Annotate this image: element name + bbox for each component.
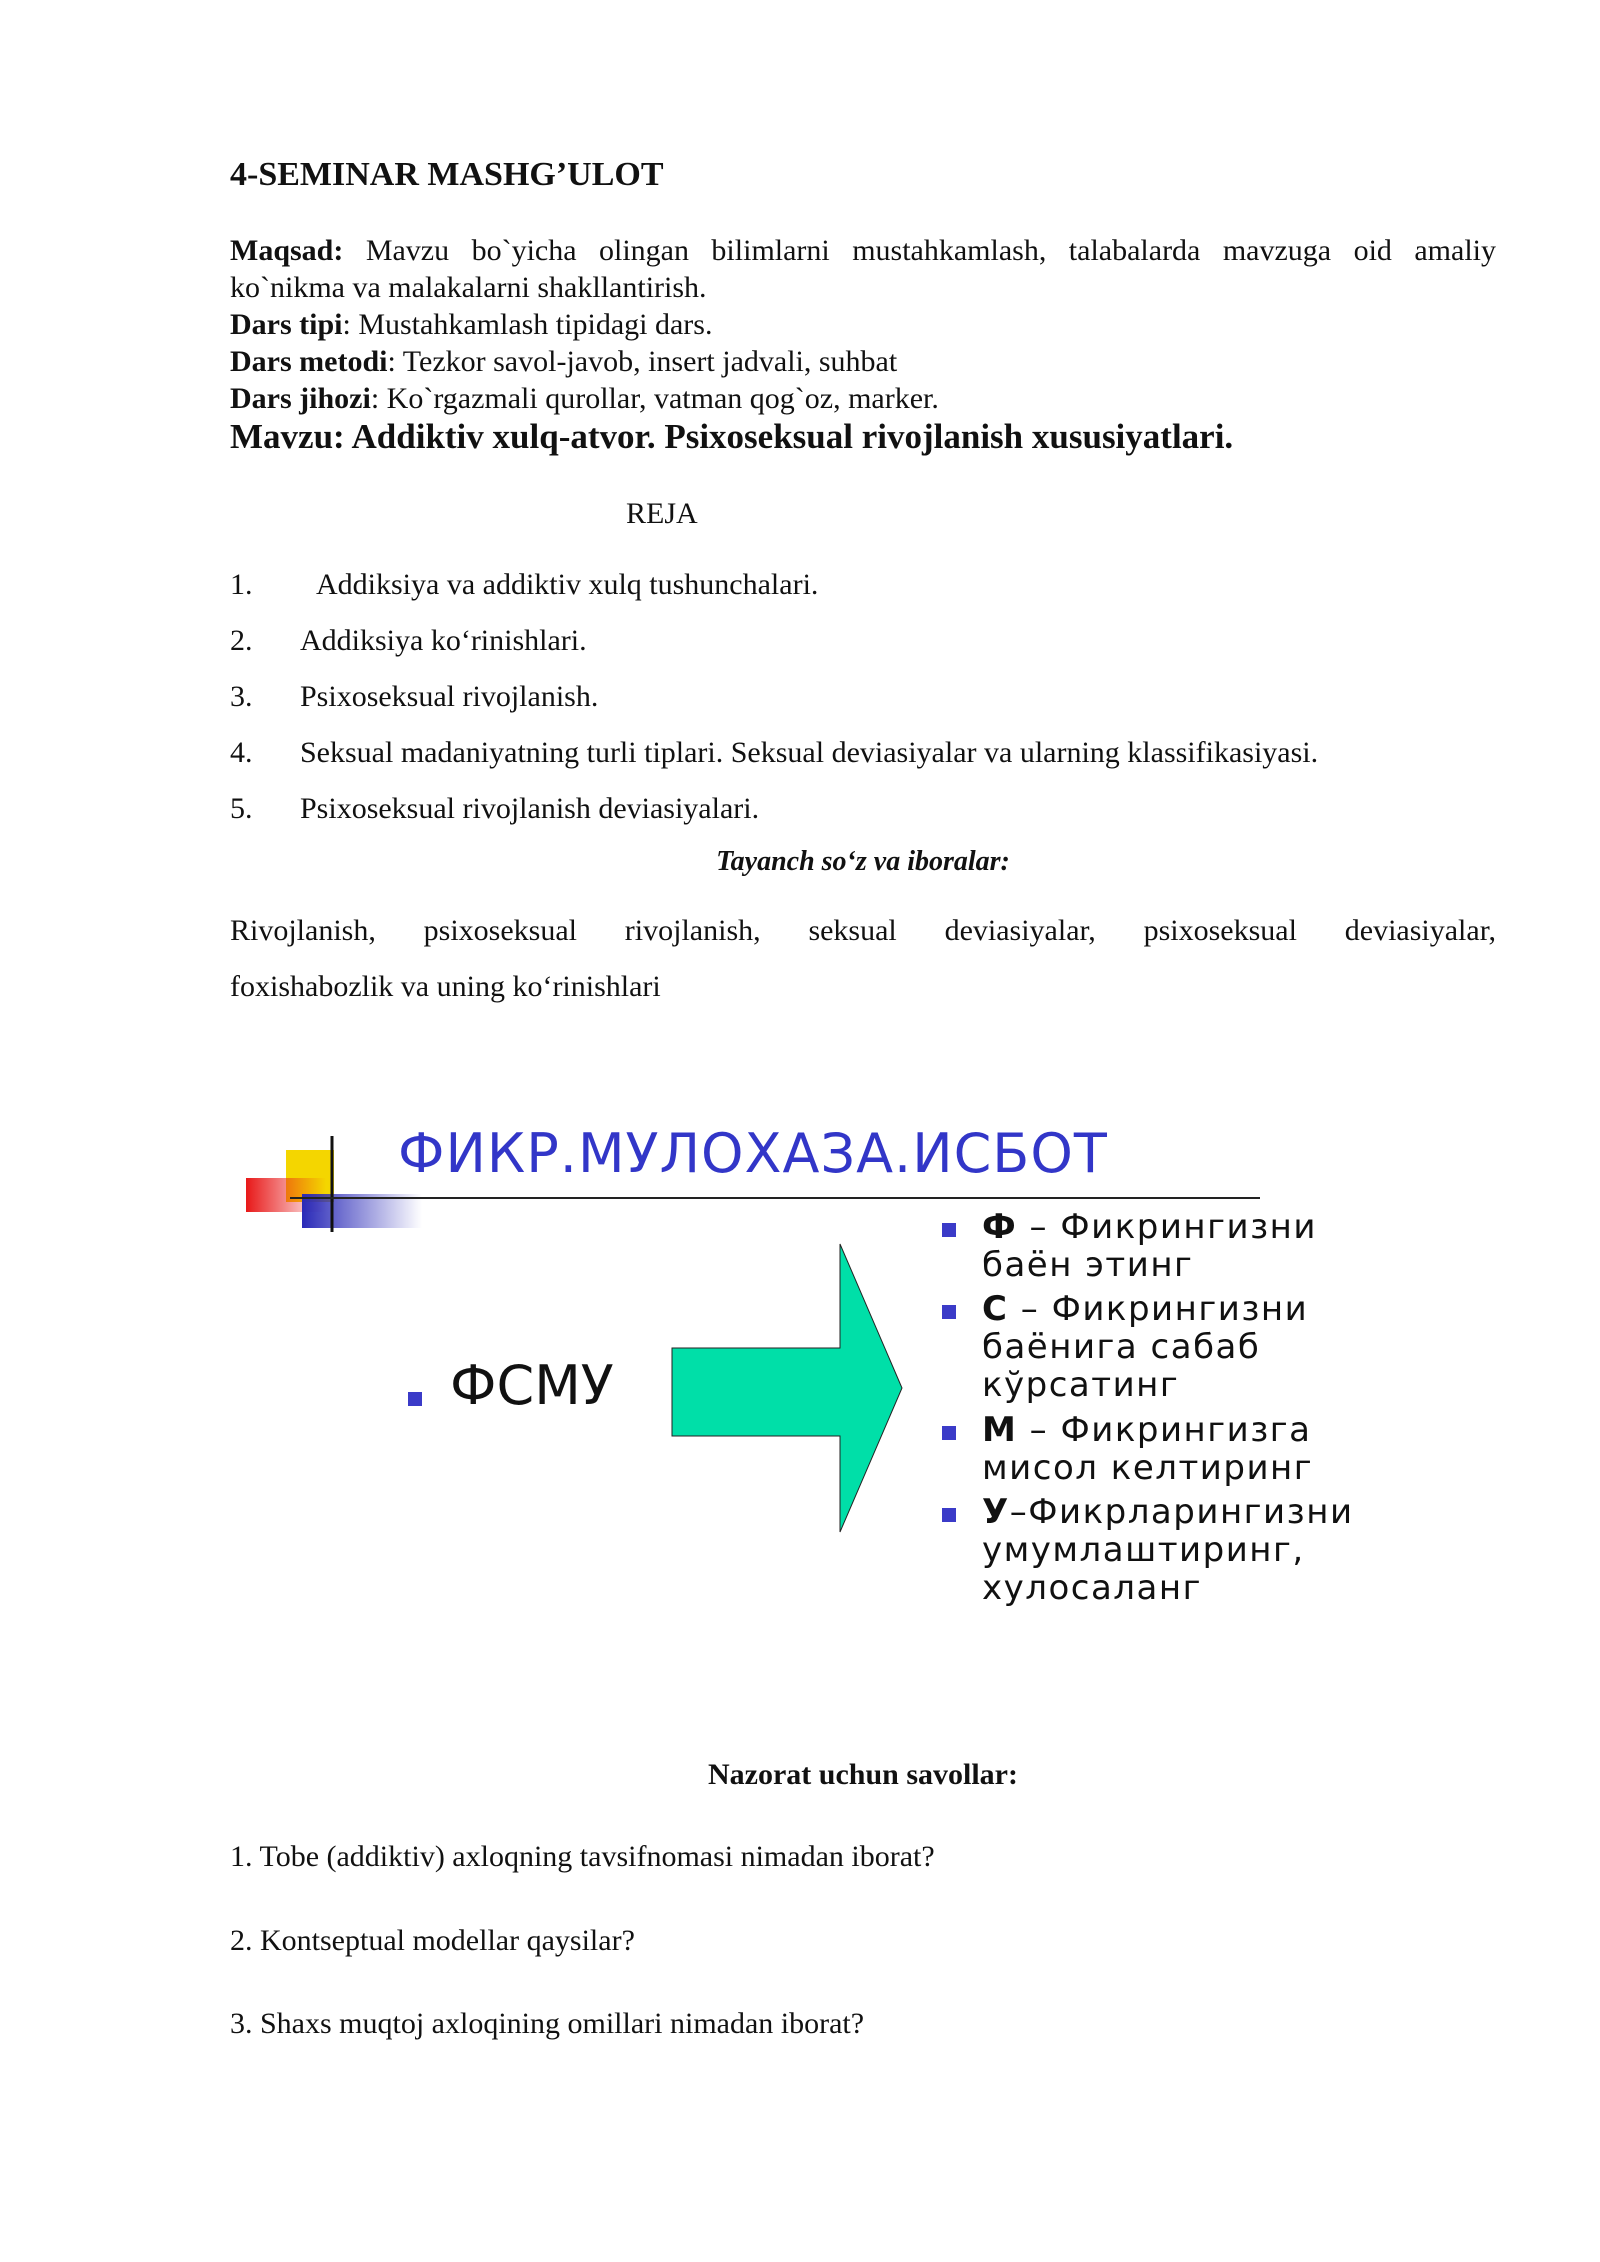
goal-text: Mavzu bo`yicha olingan bilimlarni mustahkamlash, talabalarda mavzuga oid amaliy <box>343 234 1496 267</box>
keywords-line-continued: foxishabozlik va uning ko‘rinishlari <box>230 970 661 1003</box>
item-letter: Ф <box>982 1207 1018 1247</box>
lesson-method-text: : Tezkor savol-javob, insert jadvali, suhbat <box>387 345 898 378</box>
plan-item: Addiksiya ko‘rinishlari. <box>300 624 587 657</box>
goal-label: Maqsad: <box>230 234 344 267</box>
bullet-icon <box>942 1305 956 1319</box>
topic-title: Mavzu: Addiktiv xulq-atvor. Psixoseksual rivojlanish xususiyatlari. <box>230 417 1234 456</box>
item-text-line3: кўрсатинг <box>982 1365 1180 1405</box>
plan-title: REJA <box>626 497 698 530</box>
slide-title: ФИКР.МУЛОХАЗА.ИСБОТ <box>398 1122 1108 1185</box>
bullet-icon <box>408 1392 422 1406</box>
plan-item-number: 1. <box>230 568 253 601</box>
keywords-line: Rivojlanish, psixoseksual rivojlanish, seksual deviasiyalar, psixoseksual deviasiyalar, <box>230 914 1496 947</box>
lesson-type-line <box>230 306 712 343</box>
fsmu-slide <box>240 1120 1440 1640</box>
blue-bar <box>302 1194 422 1228</box>
item-text-line2: баёнига сабаб <box>982 1327 1261 1367</box>
item-text: – Фикрингизни <box>1008 1289 1309 1329</box>
item-letter: М <box>982 1410 1018 1450</box>
item-text: – Фикрингизга <box>1017 1410 1312 1450</box>
slide-item-f <box>982 1208 1317 1284</box>
lesson-equipment-text: : Ko`rgazmali qurollar, vatman qog`oz, marker. <box>370 382 939 415</box>
lesson-equipment-label: Dars jihozi <box>230 382 371 415</box>
item-text: –Фикрларингизни <box>1009 1492 1354 1532</box>
bullet-icon <box>942 1223 956 1237</box>
plan-item: Addiksiya va addiktiv xulq tushunchalari. <box>316 568 819 601</box>
plan-item: Seksual madaniyatning turli tiplari. Seksual deviasiyalar va ularning klassifikasiyasi. <box>300 736 1319 769</box>
slide-item-m <box>982 1411 1313 1487</box>
item-letter: У <box>982 1492 1010 1532</box>
item-text: – Фикрингизни <box>1017 1207 1318 1247</box>
goal-line <box>230 232 1496 269</box>
control-question: 3. Shaxs muqtoj axloqining omillari nimadan iborat? <box>230 2007 865 2040</box>
item-text-line2: мисол келтиринг <box>982 1448 1314 1488</box>
keywords-title: Tayanch so‘z va iboralar: <box>716 846 1010 877</box>
bullet-icon <box>942 1508 956 1522</box>
plan-item-number: 4. <box>230 736 253 769</box>
lesson-method-line <box>230 343 897 380</box>
item-text-line2: баён этинг <box>982 1245 1194 1285</box>
fsmu-label: ФСМУ <box>450 1354 614 1417</box>
control-question: 1. Tobe (addiktiv) axloqning tavsifnomasi nimadan iborat? <box>230 1840 935 1873</box>
item-text-line3: хулосаланг <box>982 1568 1202 1608</box>
green-arrow <box>672 1244 902 1532</box>
plan-item-number: 2. <box>230 624 253 657</box>
bullet-icon <box>942 1426 956 1440</box>
lesson-equipment-line <box>230 380 939 417</box>
control-question: 2. Kontseptual modellar qaysilar? <box>230 1924 635 1957</box>
slide-item-s <box>982 1290 1308 1404</box>
item-text-line2: умумлаштиринг, <box>982 1530 1305 1570</box>
control-questions-title: Nazorat uchun savollar: <box>708 1758 1018 1791</box>
goal-text-continued: ko`nikma va malakalarni shakllantirish. <box>230 271 707 304</box>
lesson-type-text: : Mustahkamlash tipidagi dars. <box>342 308 713 341</box>
plan-item: Psixoseksual rivojlanish. <box>300 680 599 713</box>
lesson-method-label: Dars metodi <box>230 345 388 378</box>
lesson-type-label: Dars tipi <box>230 308 343 341</box>
plan-item: Psixoseksual rivojlanish deviasiyalari. <box>300 792 760 825</box>
seminar-heading: 4-SEMINAR MASHG’ULOT <box>230 156 664 193</box>
slide-item-u <box>982 1493 1354 1607</box>
item-letter: С <box>982 1289 1009 1329</box>
plan-item-number: 3. <box>230 680 253 713</box>
plan-item-number: 5. <box>230 792 253 825</box>
